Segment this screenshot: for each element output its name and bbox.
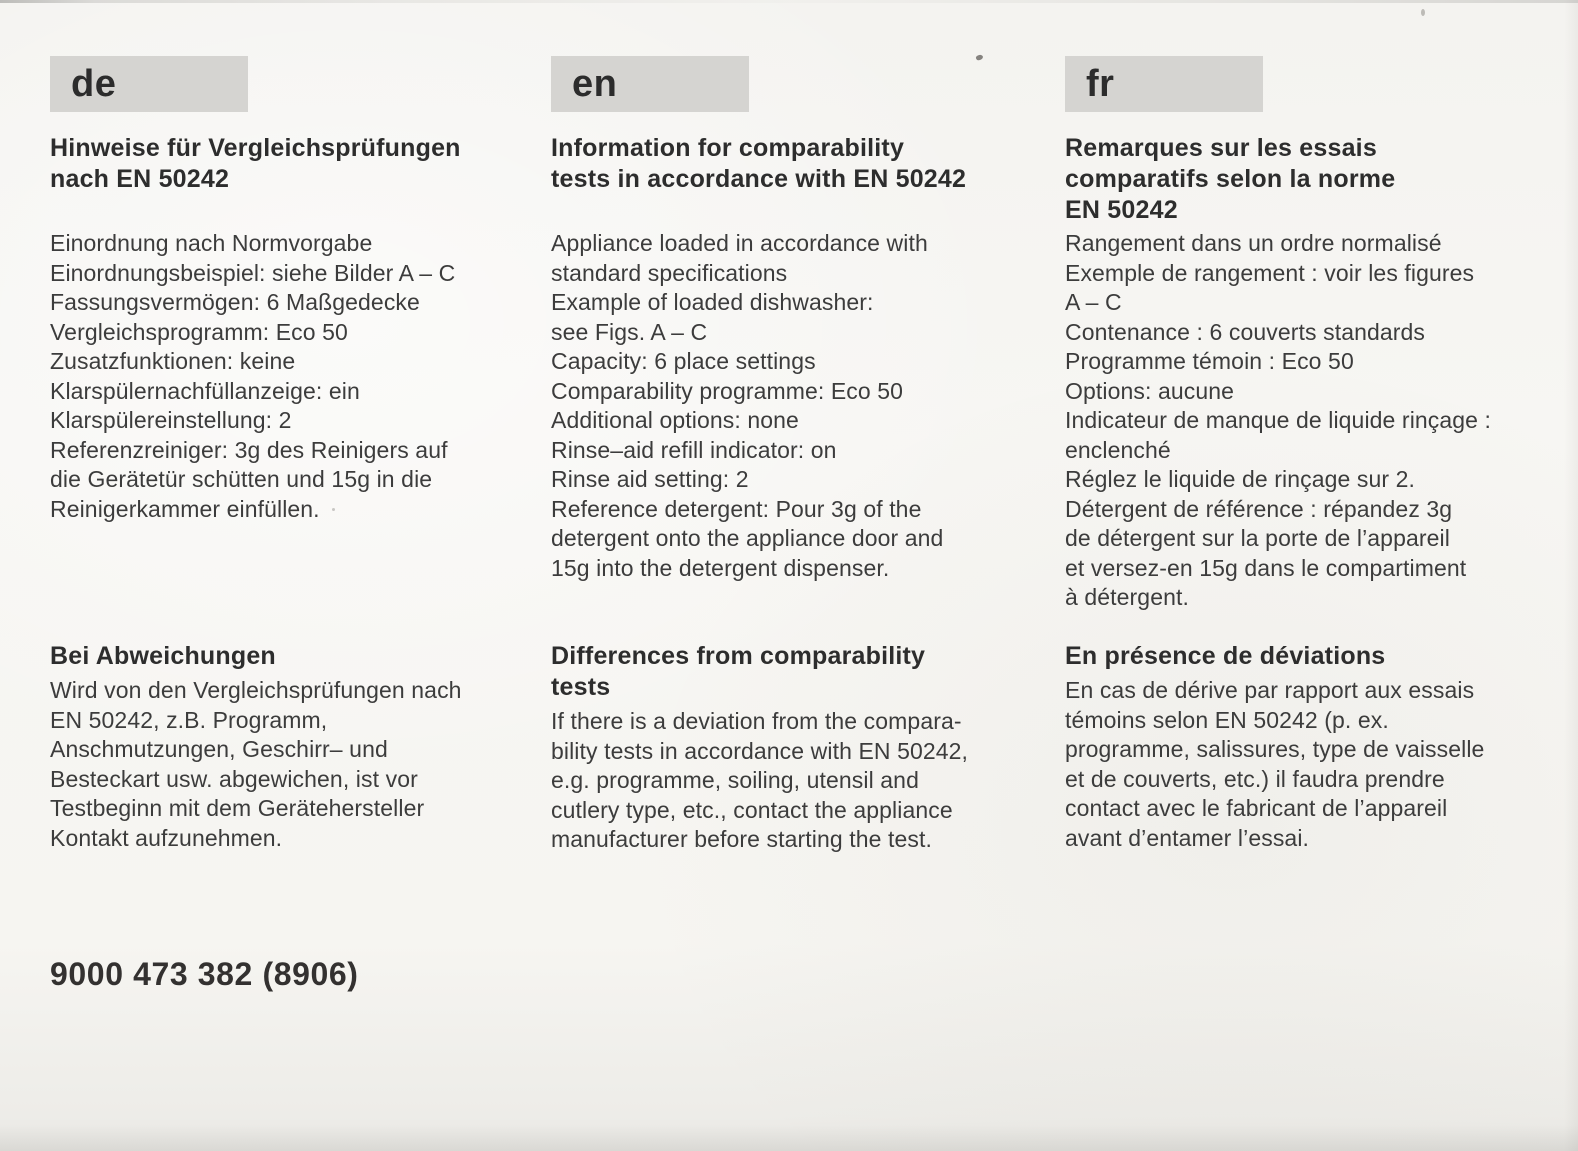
section2-body-fr [1065,676,1484,853]
text-line: et versez-en 15g dans le compartiment [1065,554,1467,581]
text-line: Hinweise für Vergleichsprüfungen [50,134,461,162]
text-line: Comparability programme: Eco 50 [551,377,904,404]
language-tag-label-fr: fr [1086,63,1115,105]
text-line: Testbeginn mit dem Gerätehersteller [50,795,425,821]
column-french [1065,0,1555,1151]
text-line: e.g. programme, soiling, utensil and [551,767,919,793]
text-line: enclenché [1065,436,1171,463]
section1-heading-en [551,133,966,195]
column-english [551,0,1029,1151]
text-line: comparatifs selon la norme [1065,165,1396,193]
text-line: Bei Abweichungen [50,642,276,670]
text-line: Differences from comparability [551,642,926,670]
text-line: Contenance : 6 couverts standards [1065,318,1426,345]
section1-body-en [551,229,943,583]
text-line: 15g into the detergent dispenser. [551,554,890,581]
text-line: Remarques sur les essais [1065,134,1377,162]
text-line: die Gerätetür schütten und 15g in die [50,466,433,492]
language-tag-label-en: en [572,63,618,105]
text-line: Programme témoin : Eco 50 [1065,348,1354,374]
language-tag-box-de [50,56,248,112]
text-line: Options: aucune [1065,377,1235,404]
text-line: Fassungsvermögen: 6 Maßgedecke [50,289,420,315]
text-line: Kontakt aufzunehmen. [50,824,283,851]
text-line: Zusatzfunktionen: keine [50,348,296,374]
section2-heading-de [50,641,462,672]
text-line: Reference detergent: Pour 3g of the [551,495,922,522]
text-line: Rangement dans un ordre normalisé [1065,230,1442,256]
text-line: tests in accordance with EN 50242 [551,165,967,193]
text-line: Wird von den Vergleichsprüfungen nach [50,677,462,703]
text-line: Réglez le liquide de rinçage sur 2. [1065,466,1415,492]
text-line: Klarspülernachfüllanzeige: ein [50,377,360,404]
text-line: et de couverts, etc.) il faudra prendre [1065,765,1445,792]
text-line: Capacity: 6 place settings [551,348,816,374]
text-line: bility tests in accordance with EN 50242, [551,737,969,764]
scan-artifact-right-edge [1564,0,1578,1151]
text-line: Rinse–aid refill indicator: on [551,436,837,463]
text-line: avant d’entamer l’essai. [1065,824,1310,851]
text-line: Klarspülereinstellung: 2 [50,407,292,433]
section2-heading-en [551,641,968,703]
text-line: standard specifications [551,259,788,286]
text-line: Additional options: none [551,407,799,433]
text-line: EN 50242 [1065,196,1178,224]
text-line: Vergleichsprogramm: Eco 50 [50,318,348,345]
section1-body-fr [1065,229,1491,613]
text-line: cutlery type, etc., contact the appliance [551,796,953,823]
text-line: Appliance loaded in accordance with [551,230,928,256]
text-line: nach EN 50242 [50,165,230,193]
text-line: En présence de déviations [1065,642,1386,670]
language-tag-box-fr [1065,56,1263,112]
text-line: Besteckart usw. abgewichen, ist vor [50,765,418,792]
text-line: A – C [1065,289,1122,315]
text-line: tests [551,673,611,701]
text-line: Exemple de rangement : voir les figures [1065,259,1475,286]
language-tag-label-de: de [71,63,117,105]
text-line: témoins selon EN 50242 (p. ex. [1065,706,1389,733]
section2-fr [1065,641,1484,853]
text-line: programme, salissures, type de vaisselle [1065,736,1485,762]
section2-heading-fr [1065,641,1484,672]
text-line: Détergent de référence : répandez 3g [1065,495,1453,522]
text-line: Anschmutzungen, Geschirr– und [50,736,388,762]
section2-body-de [50,676,462,853]
text-line: Example of loaded dishwasher: [551,289,874,315]
text-line: de détergent sur la porte de l’appareil [1065,525,1450,551]
text-line: Indicateur de manque de liquide rinçage : [1065,407,1492,433]
section2-en [551,641,968,855]
section1-body-de [50,229,455,524]
text-line: Rinse aid setting: 2 [551,466,749,492]
text-line: Information for comparability [551,134,905,162]
section2-de [50,641,462,853]
language-tag-box-en [551,56,749,112]
text-line: EN 50242, z.B. Programm, [50,706,328,733]
text-line: detergent onto the appliance door and [551,525,944,551]
text-line: à détergent. [1065,584,1189,610]
section1-heading-de [50,133,461,195]
text-line: manufacturer before starting the test. [551,826,932,852]
text-line: Einordnungsbeispiel: siehe Bilder A – C [50,259,456,286]
text-line: En cas de dérive par rapport aux essais [1065,677,1475,703]
text-line: If there is a deviation from the compara- [551,708,962,734]
text-line: Reinigerkammer einfüllen. [50,495,320,522]
text-line: Referenzreiniger: 3g des Reinigers auf [50,436,448,463]
text-line: see Figs. A – C [551,318,708,345]
section2-body-en [551,707,968,855]
text-line: Einordnung nach Normvorgabe [50,230,373,256]
section1-heading-fr [1065,133,1395,226]
text-line: contact avec le fabricant de l’appareil [1065,795,1448,821]
part-number: 9000 473 382 (8906) [50,956,359,992]
